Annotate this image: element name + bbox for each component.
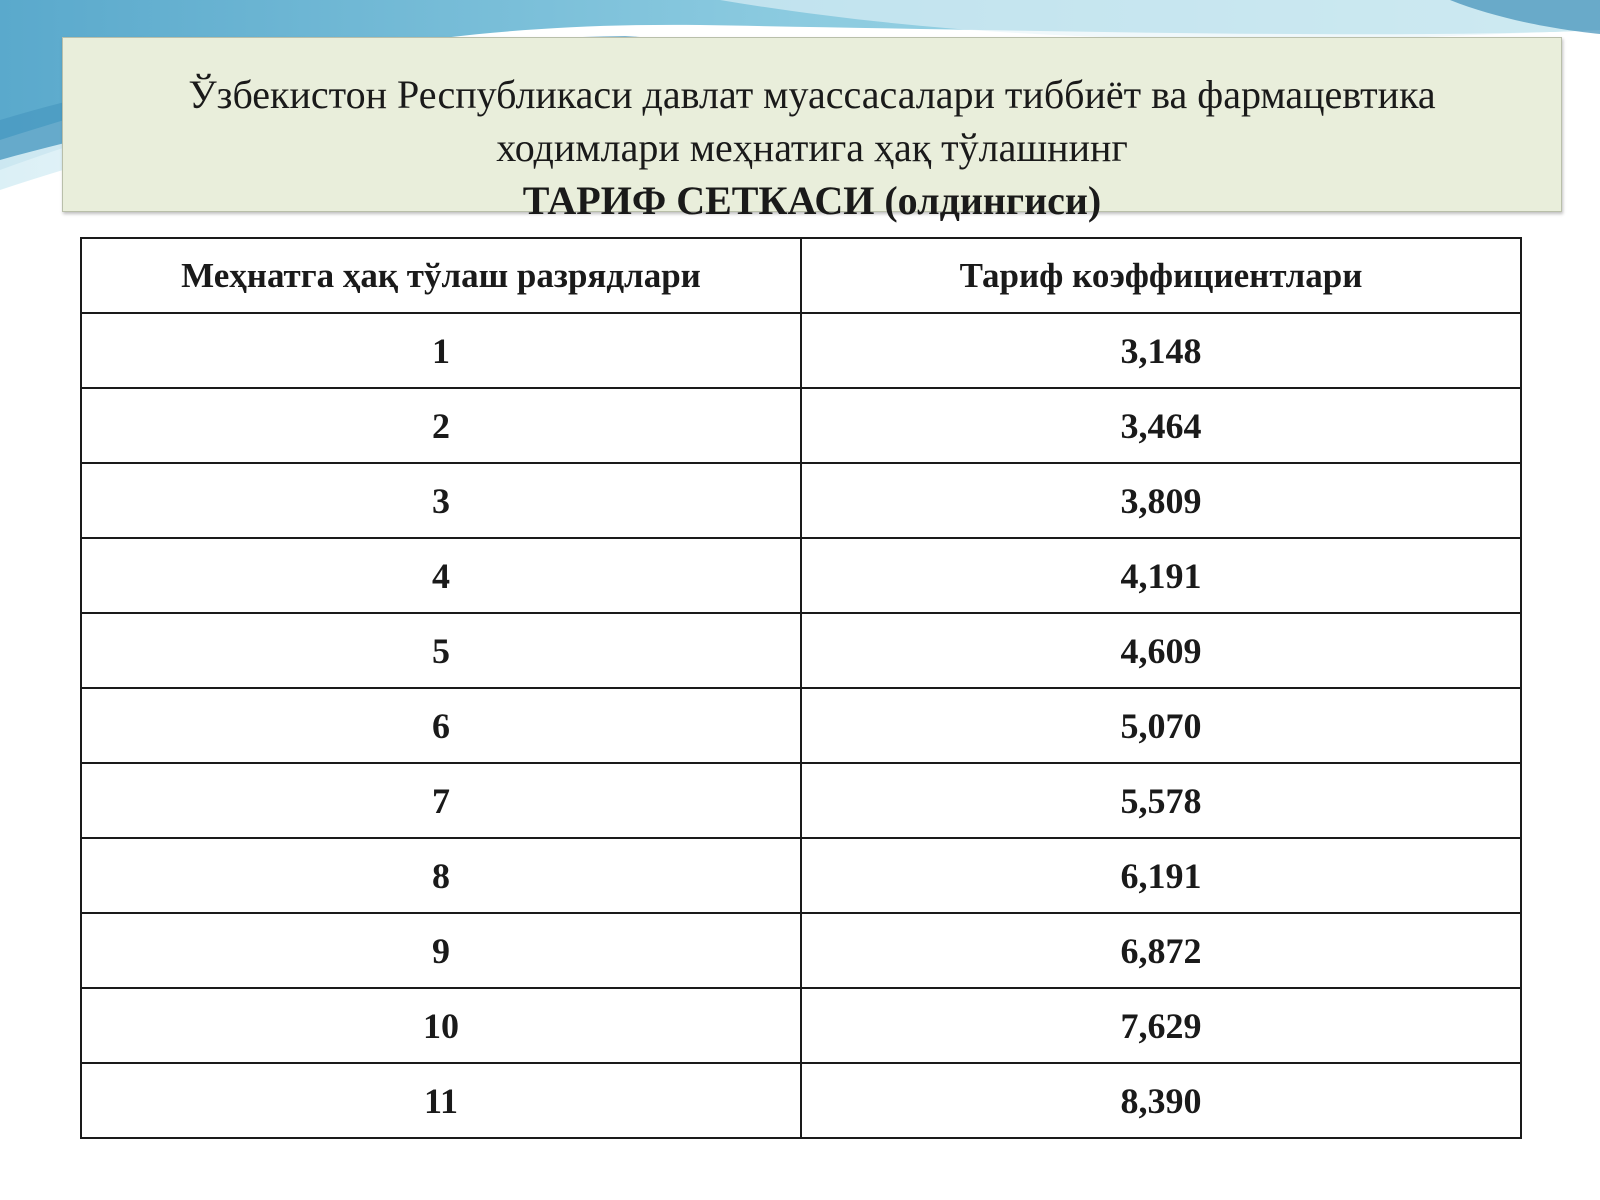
- table-row: [81, 988, 1521, 1063]
- table-row: [81, 913, 1521, 988]
- grade-cell: 7: [81, 763, 801, 838]
- table-row: [81, 688, 1521, 763]
- title-line-2: ходимлари меҳнатига ҳақ тўлашнинг: [496, 125, 1128, 170]
- table-row: [81, 838, 1521, 913]
- grade-cell: 8: [81, 838, 801, 913]
- coefficient-cell: 5,578: [801, 763, 1521, 838]
- title-banner: [62, 37, 1562, 223]
- table-row: [81, 538, 1521, 613]
- coefficient-cell: 6,191: [801, 838, 1521, 913]
- table-row: [81, 763, 1521, 838]
- grade-cell: 3: [81, 463, 801, 538]
- title-line-1: Ўзбекистон Республикаси давлат муассасалари тиббиёт ва фармацевтика: [188, 72, 1436, 117]
- table-row: [81, 1063, 1521, 1138]
- title-line-3: ТАРИФ СЕТКАСИ (олдингиси): [522, 178, 1102, 223]
- coefficient-cell: 4,191: [801, 538, 1521, 613]
- table-row: [81, 388, 1521, 463]
- coefficient-cell: 6,872: [801, 913, 1521, 988]
- coefficient-cell: 4,609: [801, 613, 1521, 688]
- tariff-table: [80, 237, 1522, 1139]
- table-row: [81, 313, 1521, 388]
- table-header-row: [81, 238, 1521, 313]
- coefficient-cell: 7,629: [801, 988, 1521, 1063]
- table-row: [81, 613, 1521, 688]
- coefficient-cell: 3,148: [801, 313, 1521, 388]
- grade-cell: 4: [81, 538, 801, 613]
- grade-cell: 6: [81, 688, 801, 763]
- grade-cell: 9: [81, 913, 801, 988]
- grade-cell: 2: [81, 388, 801, 463]
- table-row: [81, 463, 1521, 538]
- coefficient-cell: 3,464: [801, 388, 1521, 463]
- grade-cell: 10: [81, 988, 801, 1063]
- grade-cell: 1: [81, 313, 801, 388]
- coefficient-cell: 5,070: [801, 688, 1521, 763]
- coefficient-cell: 3,809: [801, 463, 1521, 538]
- grade-cell: 5: [81, 613, 801, 688]
- grade-cell: 11: [81, 1063, 801, 1138]
- header-grade: Меҳнатга ҳақ тўлаш разрядлари: [81, 238, 801, 313]
- coefficient-cell: 8,390: [801, 1063, 1521, 1138]
- header-coefficient: Тариф коэффициентлари: [801, 238, 1521, 313]
